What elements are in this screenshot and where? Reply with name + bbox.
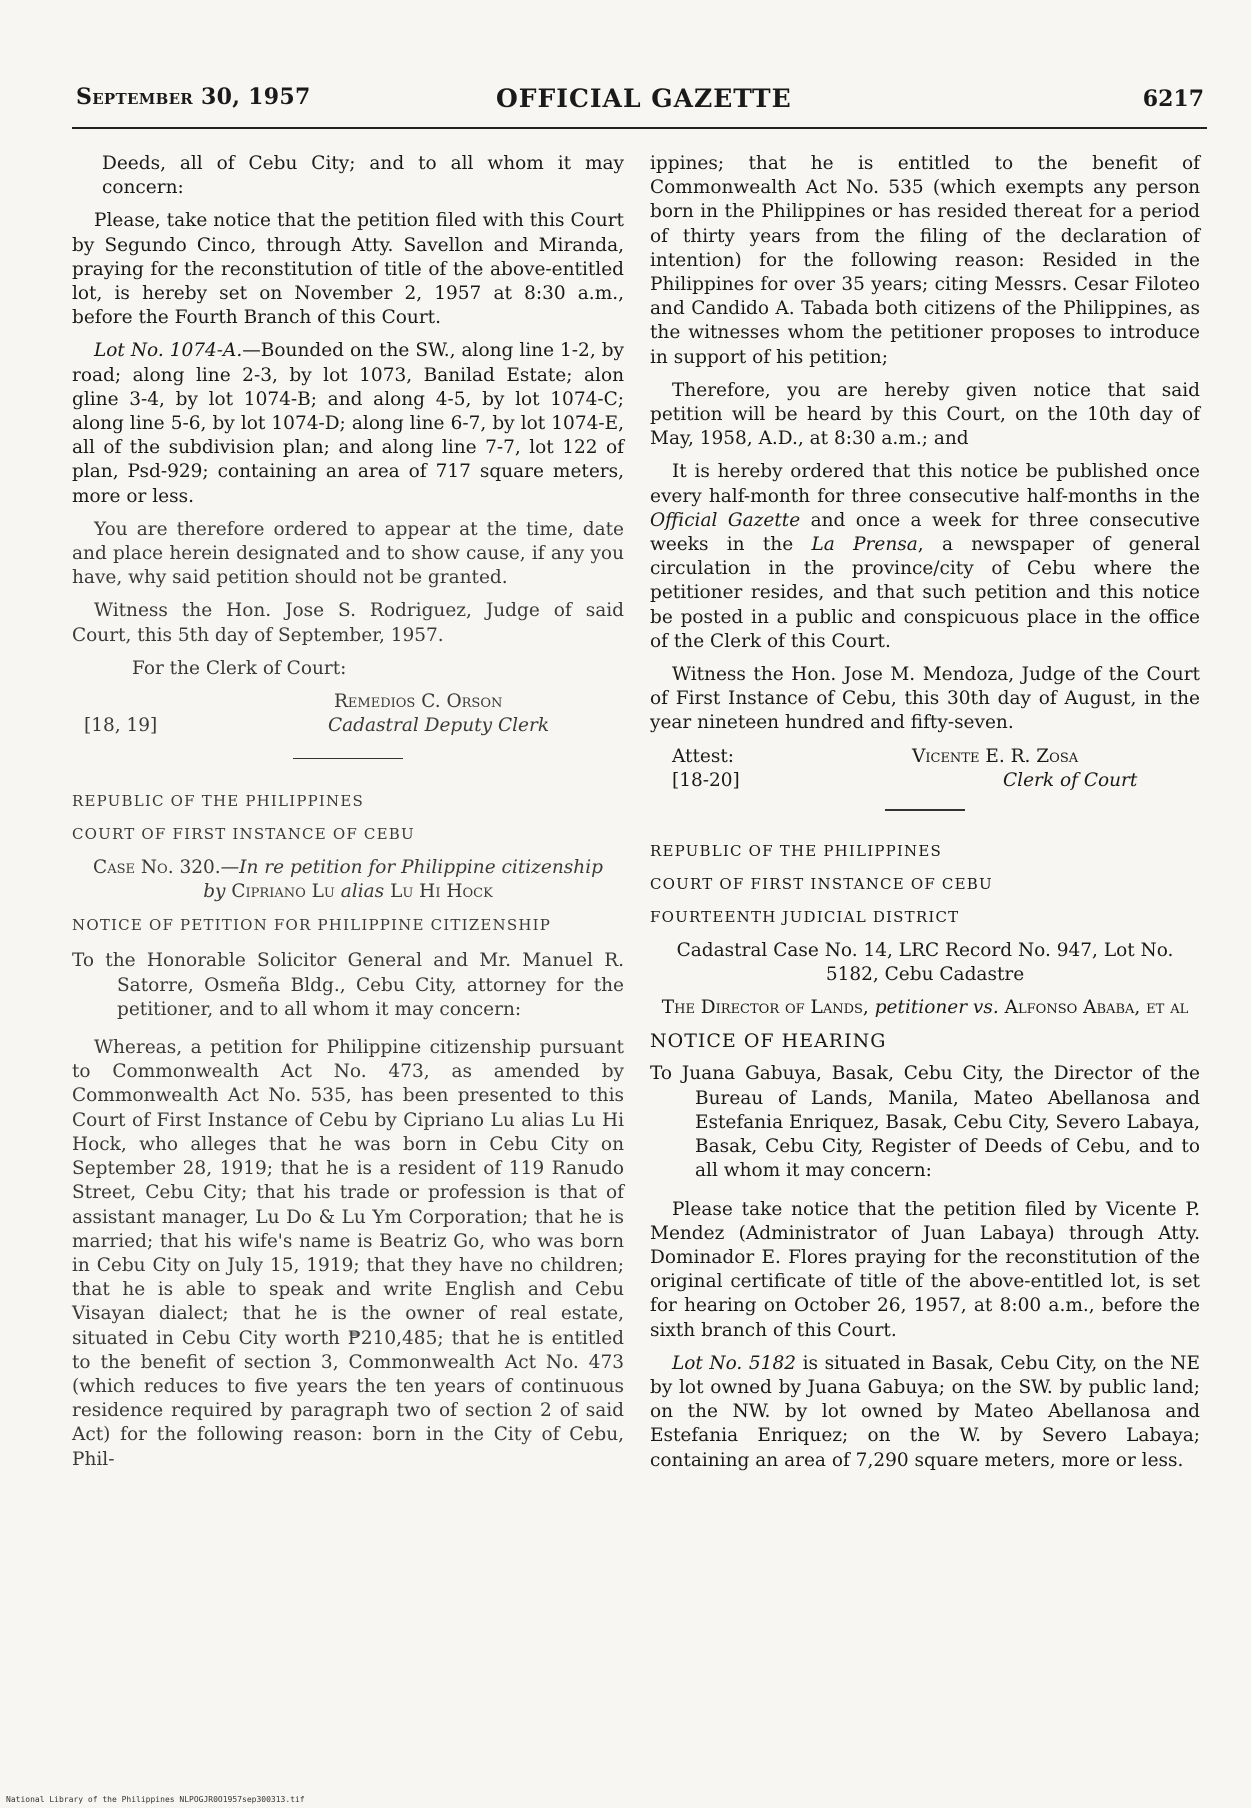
for-clerk: For the Clerk of Court: [132,657,347,679]
publication-order-c: , a newspaper of general circulation in the province/city of Cebu where the petitioner resides, and that such petition and this notice be posted in a public and conspicuous place in the office of the Clerk of this Court. [650,534,1201,652]
header-rule [72,127,1207,129]
attest-label: Attest: [672,745,735,767]
court-heading-right: COURT OF FIRST INSTANCE OF CEBU [650,874,993,893]
section-divider [293,758,403,759]
lot-5182-description [650,1352,1200,1473]
publication-order-a: It is hereby ordered that this notice be published once every half-month for three consecutive half-months in the [650,461,1200,507]
notice-of-hearing-title: NOTICE OF HEARING [650,1030,887,1053]
republic-heading-right: REPUBLIC OF THE PHILIPPINES [650,841,942,860]
signatory-title: Cadastral Deputy Clerk [328,715,550,737]
case-label: Case No. 320. [93,857,221,879]
republic-heading: REPUBLIC OF THE PHILIPPINES [72,792,364,811]
section-divider-right [885,809,965,811]
court-heading: COURT OF FIRST INSTANCE OF CEBU [72,825,415,844]
right-signature-block [650,745,1200,795]
publication-order [650,460,1200,654]
please-take-notice: Please take notice that the petition filed by Vicente P. Mendez (Administrator of Juan Labaya) through Atty. Dominador E. Flores praying for the reconstitution of the original certificate of title of the above-entitled lot, is set for hearing on October 26, 1957, at 8:00 a.m., before the sixth branch of this Court. [650,1198,1200,1341]
cadastral-case: Cadastral Case No. 14, LRC Record No. 947, Lot No. 5182, Cebu Cadastre [676,939,1174,985]
case-text: —In re petition for Philippine citizenship by [203,857,603,903]
addressees: To the Honorable Solicitor General and Mr. Manuel R. Satorre, Osmeña Bldg., Cebu City, attorney for the petitioner, and to all whom it may concern: [72,950,624,1020]
case-title [72,856,624,904]
party-respondent: Alfonso Ababa, et al [1004,997,1189,1019]
notice-title: NOTICE OF PETITION FOR PHILIPPINE CITIZENSHIP [72,916,552,935]
lot-label: Lot No. 1074-A. [94,340,243,362]
case-parties [650,996,1200,1020]
whereas-paragraph: Whereas, a petition for Philippine citizenship pursuant to Commonwealth Act No. 473, as amended by Commonwealth Act No. 535, has been presented to this Court of First Instance of Cebu by Cipriano Lu alias Lu Hi Hock, who alleges that he was born in Cebu City on September 28, 1919; that he is a resident of 119 Ranudo Street, Cebu City; that his trade or profession is that of assistant manager, Lu Do & Lu Ym Corporation; that he is married; that his wife's name is Beatriz Go, who was born in Cebu City on July 15, 1919; that they have no children; that he is able to speak and write English and Cebu Visayan dialect; that he is the owner of real estate, situated in Cebu City worth ₱210,485; that he is entitled to the benefit of section 3, Commonwealth Act No. 473 (which reduces to five years the ten years of continuous residence required by paragraph two of section 2 of said Act) for the following reason: born in the City of Cebu, Phil- [72,1037,624,1470]
left-column [72,152,624,1481]
la-prensa-ref: La Prensa [811,534,918,556]
issue-ref: [18, 19] [84,715,158,737]
order-paragraph: You are therefore ordered to appear at the time, date and place herein designated and to show cause, if any you have, why said petition should not be granted. [72,518,624,589]
official-gazette-ref: Official Gazette [650,509,801,531]
issue-ref-right: [18-20] [672,769,740,791]
party-petitioner: The Director of Lands, [661,997,869,1019]
clerk-title: Clerk of Court [1003,769,1138,791]
petitioner-alias: Lu Hi Hock [390,881,493,903]
lot-description [72,339,624,508]
party-role: petitioner vs. [874,997,999,1019]
left-petition-paragraph: Please, take notice that the petition filed with this Court by Segundo Cinco, through Atty. Savellon and Miranda, praying for the reconstitution of title of the above-entitled lot, is hereby set on November 2, 1957 at 8:30 a.m., before the Fourth Branch of this Court. [72,210,624,329]
lot-5182-label: Lot No. 5182 [672,1352,796,1374]
right-column [650,152,1200,1482]
issue-date: September 30, 1957 [76,84,311,110]
hearing-notice: Therefore, you are hereby given notice that said petition will be heard by this Court, on the 10th day of May, 1958, A.D., at 8:30 a.m.; and [650,379,1200,450]
district-heading: FOURTEENTH JUDICIAL DISTRICT [650,907,960,926]
petitioner-name: Cipriano Lu [231,881,335,903]
witness-paragraph: Witness the Hon. Jose S. Rodriguez, Judge of said Court, this 5th day of September, 1957. [72,600,624,646]
addressees-right: To Juana Gabuya, Basak, Cebu City, the Director of the Bureau of Lands, Manila, Mateo Abellanosa and Estefania Enriquez, Basak, Cebu City, Severo Labaya, Basak, Cebu City, Register of Deeds of Cebu, and to all whom it may concern: [650,1063,1200,1182]
publication-order-b: and once a week for three consecutive weeks in the [650,509,1200,556]
clerk-name: Vicente E. R. Zosa [912,745,1079,767]
left-signature-block [72,690,624,740]
page-header [76,84,1204,124]
signatory-name: Remedios C. Orson [334,691,503,713]
lot-5182-text: is situated in Basak, Cebu City, on the NE by lot owned by Juana Gabuya; on the SW. by public land; on the NW. by lot owned by Mateo Abellanosa and Estefania Enriquez; on the W. by Severo Labaya; containing an area of 7,290 square meters, more or less. [650,1352,1200,1471]
left-continuation: Deeds, all of Cebu City; and to all whom it may concern: [102,153,624,199]
witness-paragraph-right: Witness the Hon. Jose M. Mendoza, Judge of the Court of First Instance of Cebu, this 30th day of August, in the year nineteen hundred and fifty-seven. [650,664,1200,734]
page-number: 6217 [1142,86,1204,112]
lot-text: —Bounded on the SW., along line 1-2, by road; along line 2-3, by lot 1073, Banilad Estate; alon gline 3-4, by lot 1074-B; and along 4-5, by lot 1074-C; along line 5-6, by lot 1074-D; along line 6-7, by lot 1074-E, all of the subdivision plan; and along line 7-7, lot 122 of plan, Psd-929; containing an area of 717 square meters, more or less. [72,340,624,507]
scan-footer: National Library of the Philippines NLPOGJR0O1957sep300313.tif [6,1795,305,1804]
right-continuation: ippines; that he is entitled to the benefit of Commonwealth Act No. 535 (which exempts any person born in the Philippines or has resided thereat for a period of thirty years from the filing of the declaration of intention) for the following reason: Resided in the Philippines for over 35 years; citing Messrs. Cesar Filoteo and Candido A. Tabada both citizens of the Philippines, as the witnesses whom the petitioner proposes to introduce in support of his petition; [650,153,1200,368]
publication-title: OFFICIAL GAZETTE [496,84,792,113]
alias-word: alias [340,881,385,903]
